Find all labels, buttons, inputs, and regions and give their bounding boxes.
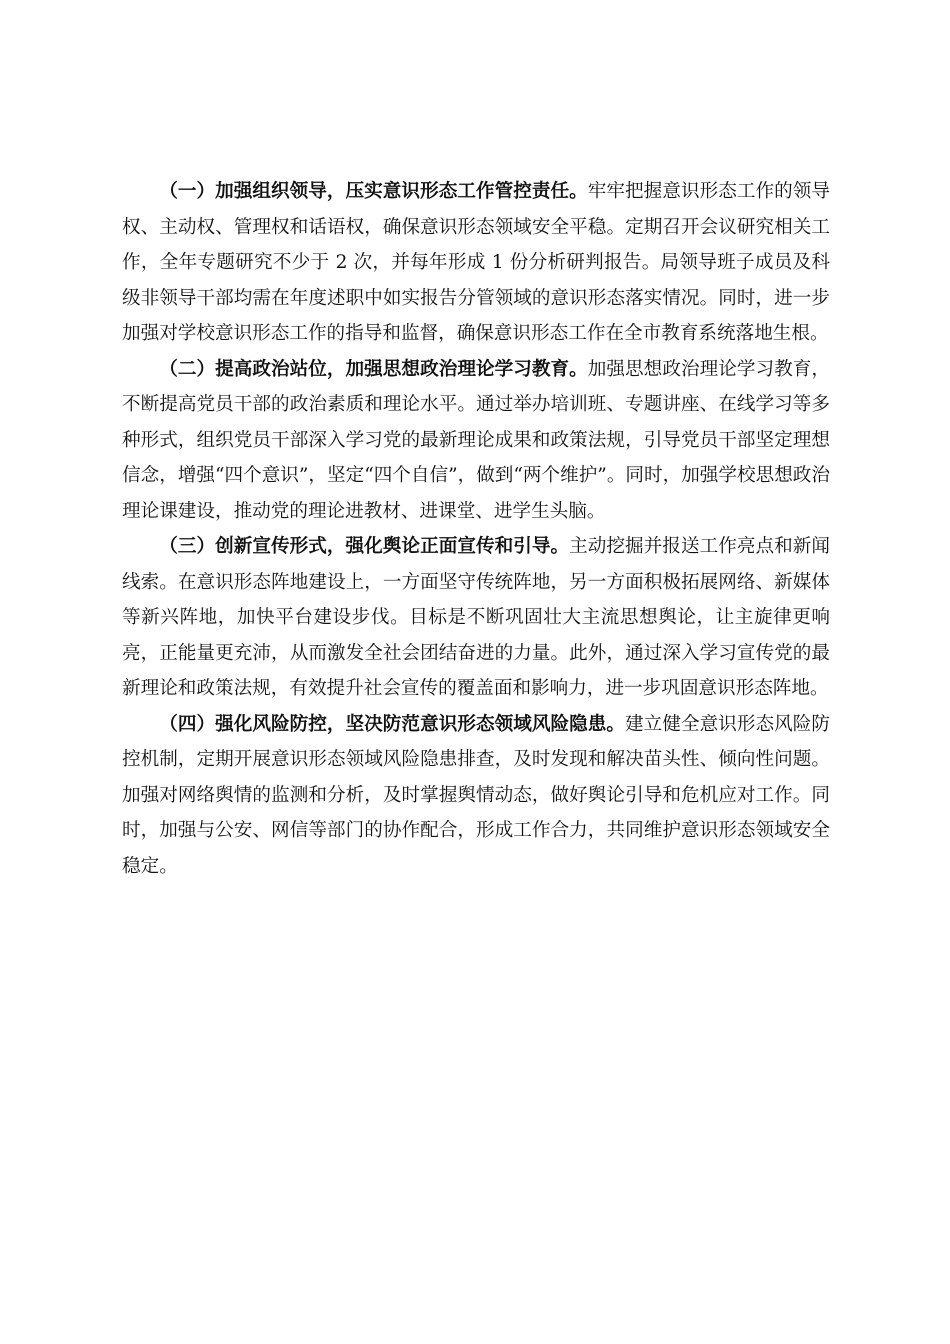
document-body [122, 174, 830, 884]
section-4-heading: （四）强化风险防控，坚决防范意识形态领域风险隐患。 [159, 713, 626, 735]
section-3-heading: （三）创新宣传形式，强化舆论正面宣传和引导。 [159, 536, 570, 557]
section-3-paragraph [122, 529, 830, 707]
section-4-paragraph [122, 707, 830, 885]
section-1-body: 牢牢把握意识形态工作的领导权、主动权、管理权和话语权，确保意识形态领域安全平稳。定期召开会议研究相关工作，全年专题研究不少于 2 次，并每年形成 1 份分析研判报告。局领导班子成员及科级非领导干部均需在年度述职中如实报告分管领域的意识形态落实情况。同时，进一步加强对学校意识形态工作的指导和监督，确保意识形态工作在全市教育系统落地生根。 [122, 181, 830, 344]
section-2-heading: （二）提高政治站位，加强思想政治理论学习教育。 [159, 358, 588, 380]
section-3-body: 主动挖掘并报送工作亮点和新闻线索。在意识形态阵地建设上，一方面坚守传统阵地，另一方面积极拓展网络、新媒体等新兴阵地，加快平台建设步伐。目标是不断巩固壮大主流思想舆论，让主旋律更响亮，正能量更充沛，从而激发全社会团结奋进的力量。此外，通过深入学习宣传党的最新理论和政策法规，有效提升社会宣传的覆盖面和影响力，进一步巩固意识形态阵地。 [122, 536, 830, 699]
section-2-body: 加强思想政治理论学习教育，不断提高党员干部的政治素质和理论水平。通过举办培训班、专题讲座、在线学习等多种形式，组织党员干部深入学习党的最新理论成果和政策法规，引导党员干部坚定理想信念，增强“四个意识”，坚定“四个自信”，做到“两个维护”。同时，加强学校思想政治理论课建设，推动党的理论进教材、进课堂、进学生头脑。 [122, 358, 830, 522]
section-1-paragraph [122, 174, 830, 352]
section-1-heading: （一）加强组织领导，压实意识形态工作管控责任。 [159, 181, 588, 202]
section-2-paragraph [122, 352, 830, 530]
section-4-body: 建立健全意识形态风险防控机制，定期开展意识形态领域风险隐患排查，及时发现和解决苗头性、倾向性问题。加强对网络舆情的监测和分析，及时掌握舆情动态，做好舆论引导和危机应对工作。同时，加强与公安、网信等部门的协作配合，形成工作合力，共同维护意识形态领域安全稳定。 [122, 713, 830, 877]
